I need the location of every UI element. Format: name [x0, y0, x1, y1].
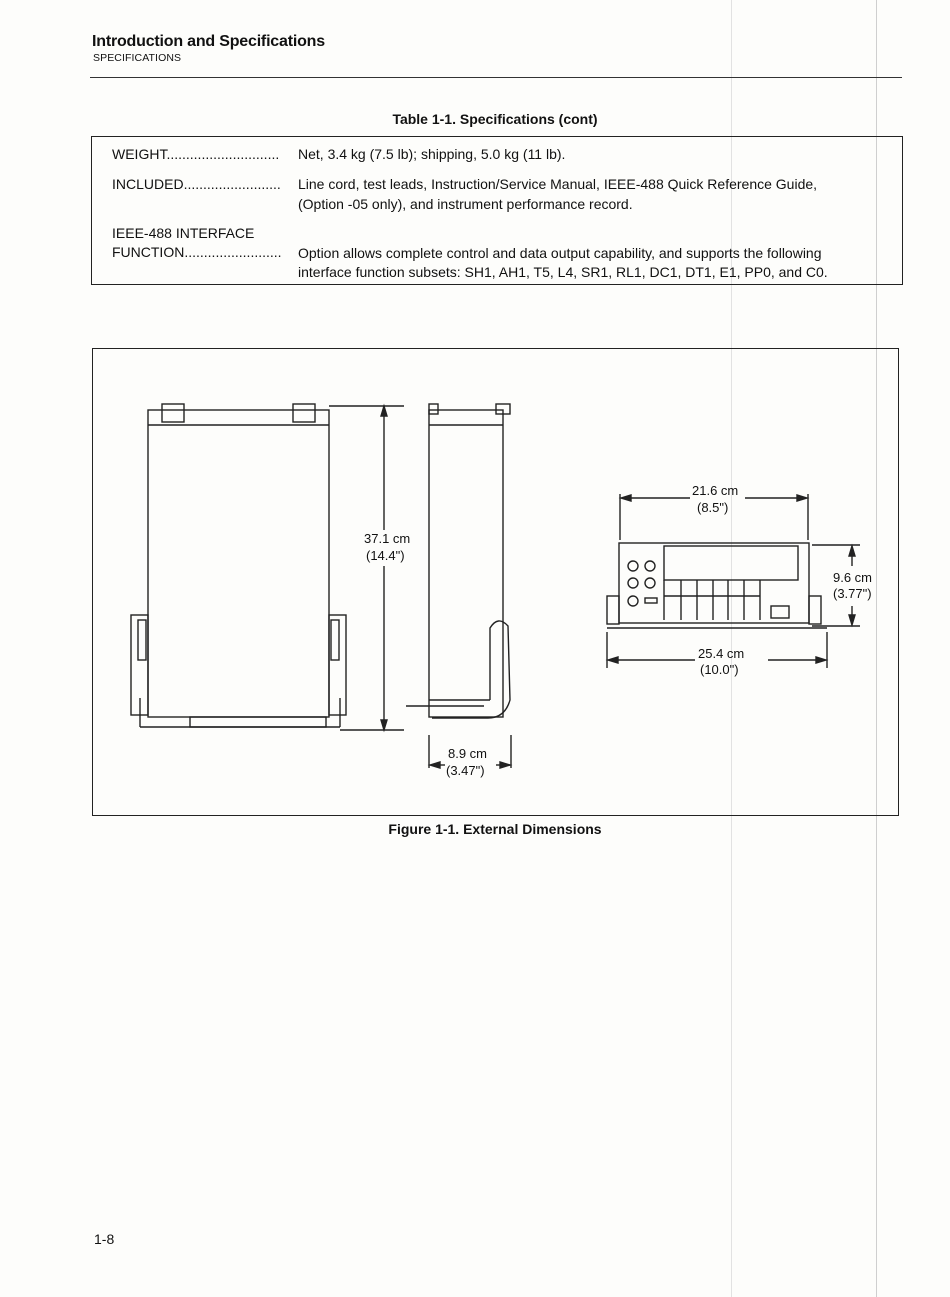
spec-value-ieee-line2: interface function subsets: SH1, AH1, T5, L4, SR1, RL1, DC1, DT1, E1, PP0, and C0. — [298, 264, 828, 280]
spec-label-ieee-line1: IEEE-488 INTERFACE — [112, 225, 255, 241]
spec-value-included-line2: (Option -05 only), and instrument performance record. — [298, 196, 633, 212]
spec-label-weight: WEIGHT............................. — [112, 146, 280, 162]
table-caption: Table 1-1. Specifications (cont) — [392, 111, 598, 127]
page-number: 1-8 — [94, 1231, 115, 1247]
spec-value-included-line1: Line cord, test leads, Instruction/Service Manual, IEEE-488 Quick Reference Guide, — [298, 176, 818, 192]
section-title: Introduction and Specifications — [92, 33, 325, 50]
dim-width-bottom-in: (10.0") — [700, 662, 739, 677]
dim-width-top-cm: 21.6 cm — [692, 483, 739, 498]
spec-value-weight: Net, 3.4 kg (7.5 lb); shipping, 5.0 kg (11 lb). — [298, 146, 566, 162]
dim-width-bottom-cm: 25.4 cm — [698, 646, 745, 661]
figure-caption: Figure 1-1. External Dimensions — [388, 821, 602, 837]
dim-width-top-in: (8.5") — [697, 500, 729, 515]
spec-label-included: INCLUDED......................... — [112, 176, 281, 192]
dim-side-in: (3.77") — [833, 586, 872, 601]
dim-depth-in: (3.47") — [446, 763, 485, 778]
side-view-outline — [406, 404, 510, 718]
spec-label-ieee-line2: FUNCTION......................... — [112, 244, 282, 260]
section-subtitle: SPECIFICATIONS — [93, 52, 182, 64]
front-view-outline — [131, 404, 346, 727]
front-panel-outline — [607, 543, 827, 628]
dim-height-in: (14.4") — [366, 548, 405, 563]
dim-depth-cm: 8.9 cm — [448, 746, 488, 761]
dim-height-cm: 37.1 cm — [364, 531, 411, 546]
dim-side-cm: 9.6 cm — [833, 570, 873, 585]
spec-value-ieee-line1: Option allows complete control and data output capability, and supports the following — [298, 245, 822, 261]
